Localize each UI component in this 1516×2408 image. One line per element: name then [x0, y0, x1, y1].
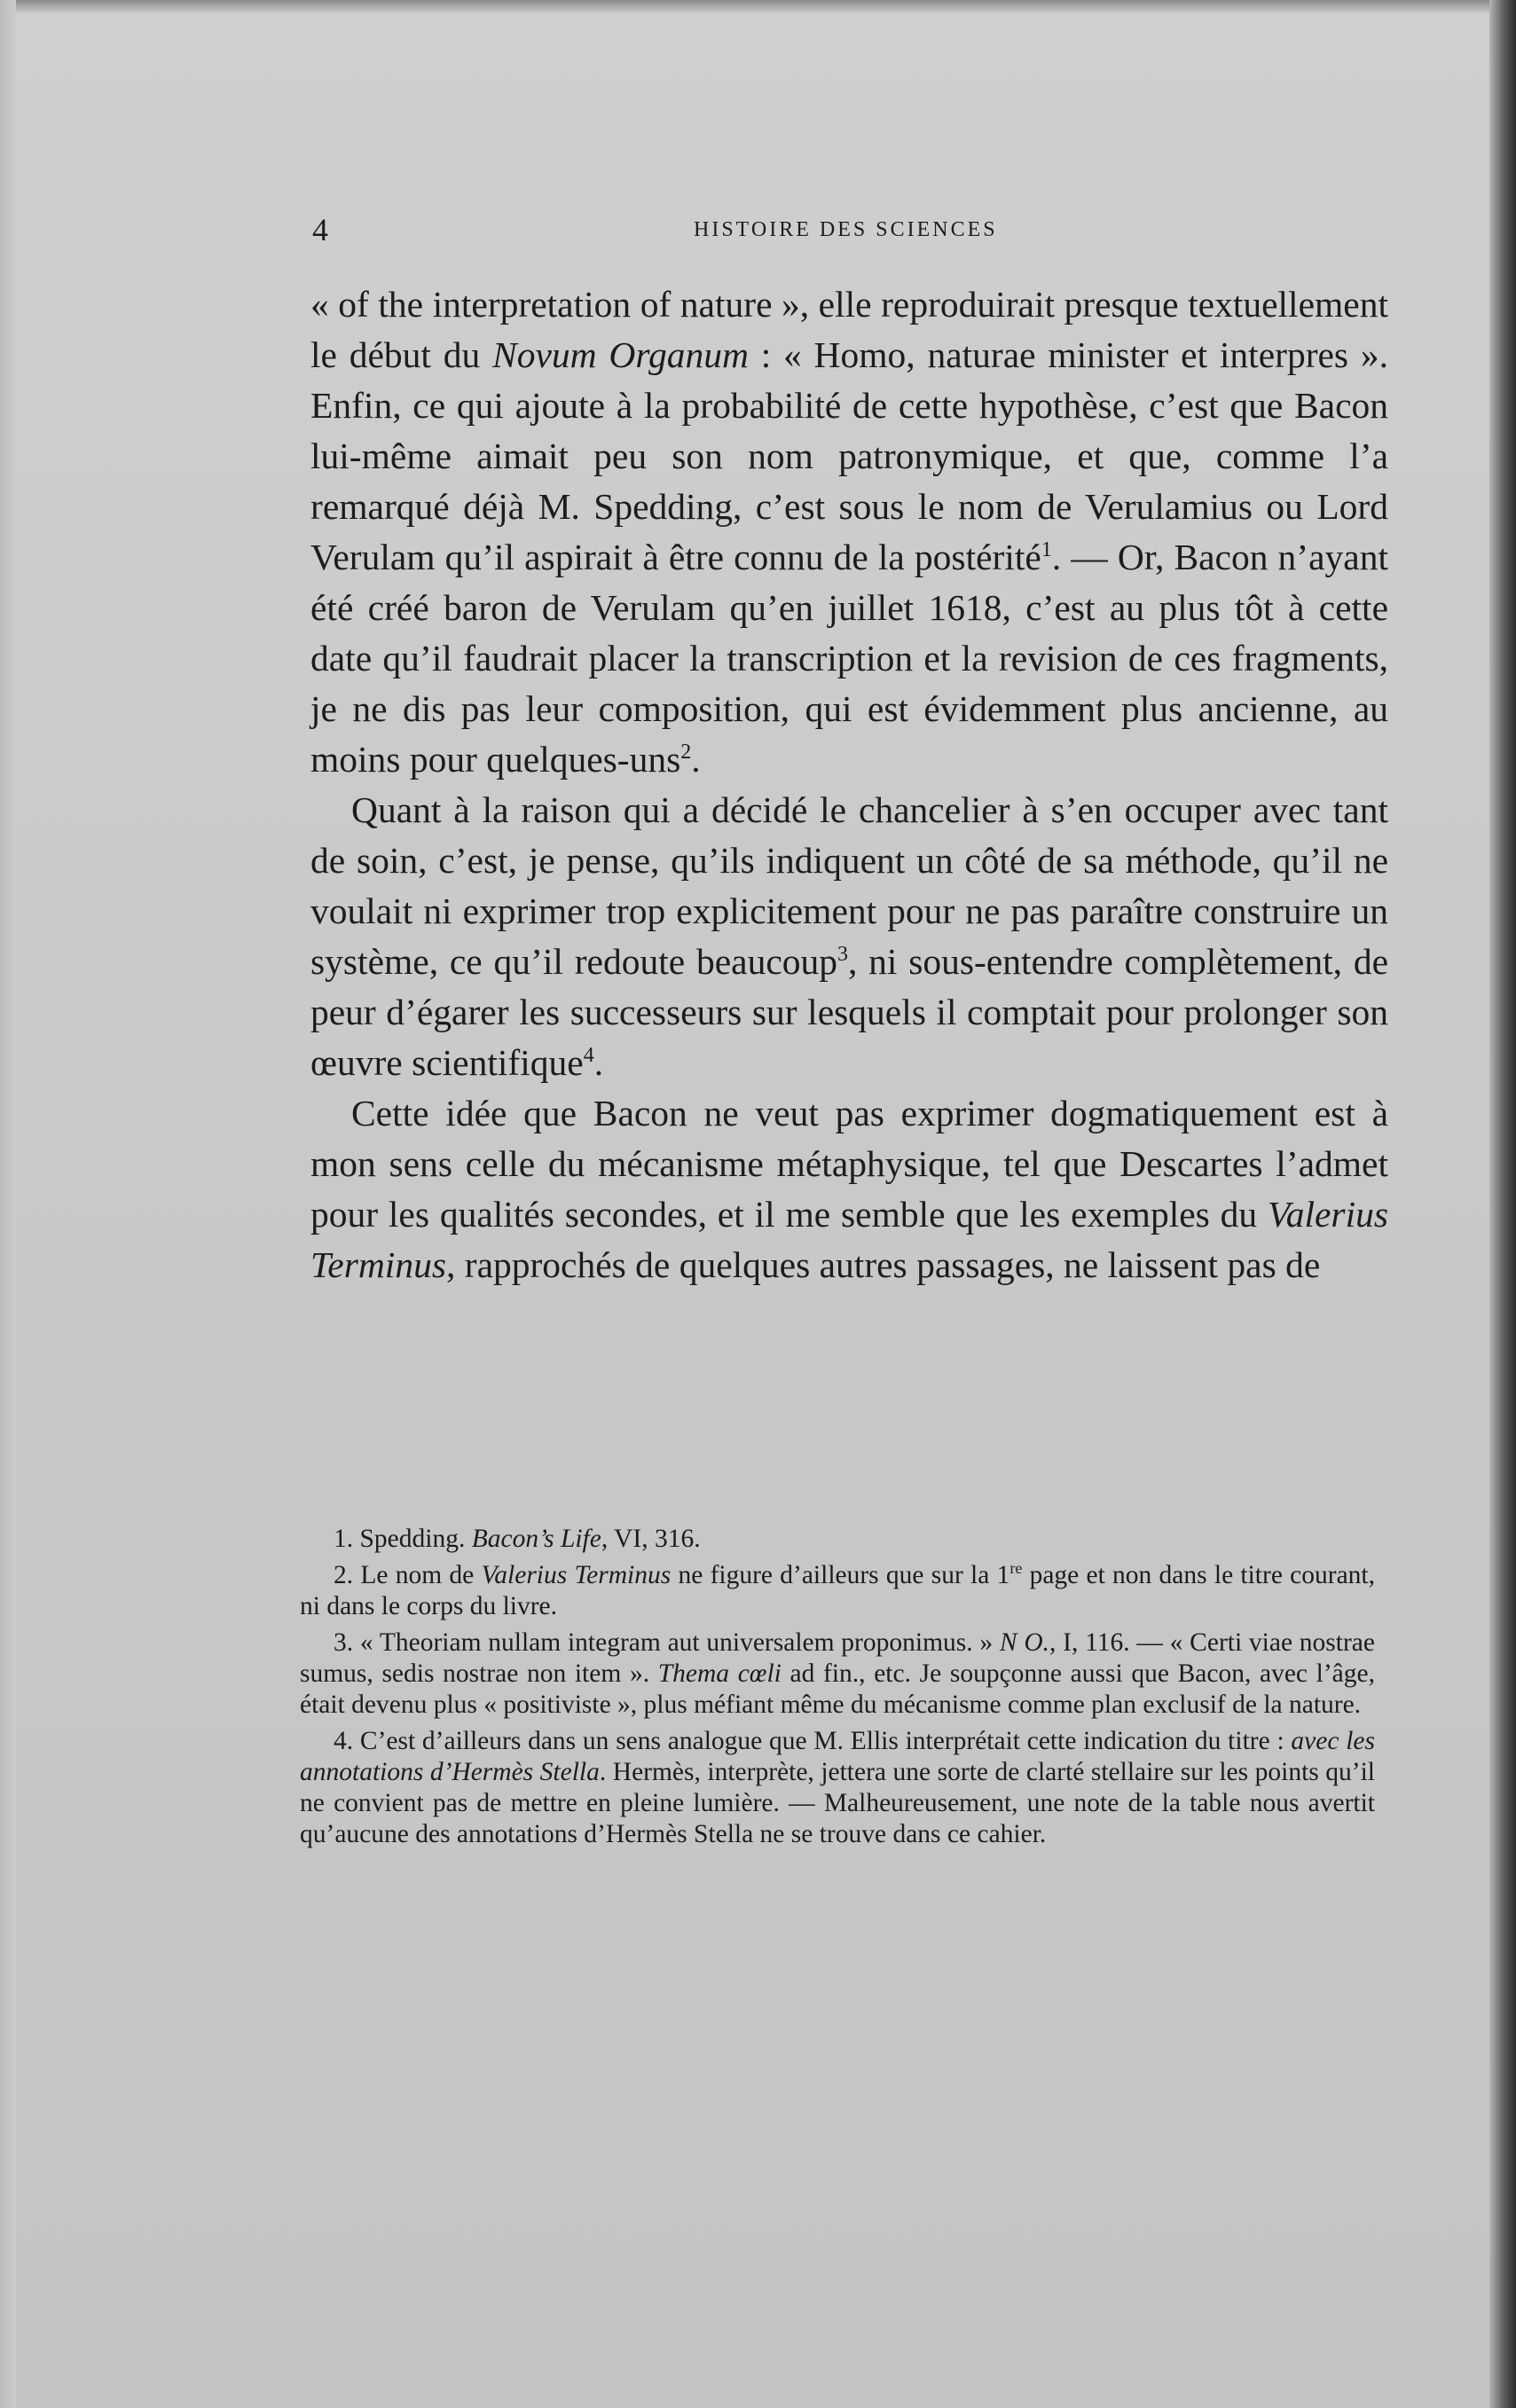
footnotes [300, 1524, 1375, 1855]
footnote-3: 3. « Theoriam nullam integram aut universalem proponimus. » N O., I, 116. — « Certi viae nostrae sumus, sedis nostrae non item ». Thema cœli ad fin., etc. Je soupçonne aussi que Bacon, avec l’âge, était devenu plus « positiviste », plus méfiant même du mécanisme comme plan exclusif de la nature. [300, 1628, 1375, 1719]
footnote-ref-3[interactable]: 3 [837, 943, 848, 967]
novum-organum-title: Novum Organum [492, 334, 749, 375]
page-top-edge [0, 0, 1516, 12]
main-text [310, 279, 1388, 1290]
page-number: 4 [312, 212, 328, 247]
footnote-1: 1. Spedding. Bacon’s Life, VI, 316. [334, 1525, 701, 1553]
footnote-ref-2[interactable]: 2 [680, 741, 692, 765]
footnote-2: 2. Le nom de Valerius Terminus ne figure d’ailleurs que sur la 1re page et non dans le titre courant, ni dans le corps du livre. [300, 1559, 1375, 1620]
paragraph-3: Cette idée que Bacon ne veut pas exprimer dogmatiquement est à mon sens celle du mécanisme métaphysique, tel que Descartes l’admet pour les qualités secondes, et il me semble que les exemples du Valerius Terminus, rapprochés de quelques autres passages, ne laissent pas de [310, 1093, 1388, 1285]
footnote-ref-1[interactable]: 1 [1041, 538, 1052, 562]
footnote-ref-4[interactable]: 4 [583, 1044, 594, 1068]
page-right-edge [1489, 0, 1516, 2408]
page-left-edge [0, 0, 16, 2408]
page-header [312, 211, 1386, 247]
valerius-terminus-title: Valerius Terminus [310, 1194, 1388, 1285]
footnote-4: 4. C’est d’ailleurs dans un sens analogue que M. Ellis interprétait cette indication du titre : avec les annotations d’Hermès Stella. Hermès, interprète, jettera une sorte de clarté stellaire sur les points qu’il ne convient pas de mettre en pleine lumière. — Malheureusement, une note de la table nous avertit qu’aucune des annotations d’Hermès Stella ne se trouve dans ce cahier. [300, 1727, 1375, 1848]
paragraph-2: Quant à la raison qui a décidé le chancelier à s’en occuper avec tant de soin, c’est, je pense, qu’ils indiquent un côté de sa méthode, qu’il ne voulait ni exprimer trop explicitement pour ne pas paraître construire un système, ce qu’il redoute beaucoup$^3$, ni sous-entendre complètement, de peur d’égarer les successeurs sur lesquels il comptait pour prolonger son œuvre scientifique$^4$. [310, 789, 1388, 1083]
running-title: HISTOIRE DES SCIENCES [694, 218, 998, 241]
paragraph-1: « of the interpretation of nature », elle reproduirait presque textuellement le début du Novum Organum : « Homo, naturae minister et interpres ». Enfin, ce qui ajoute à la probabilité de cette hypothèse, c’est que Bacon lui-même aimait peu son nom patronymique, et que, comme l’a remarqué déjà M. Spedding, c’est sous le nom de Verulamius ou Lord Verulam qu’il aspirait à être connu de la postérité$^1$. — Or, Bacon n’ayant été créé baron de Verulam qu’en juillet 1618, c’est au plus tôt à cette date qu’il faudrait placer la transcription et la revision de ces fragments, je ne dis pas leur composition, qui est évidemment plus ancienne, au moins pour quelques-uns$^2$. [310, 284, 1388, 780]
